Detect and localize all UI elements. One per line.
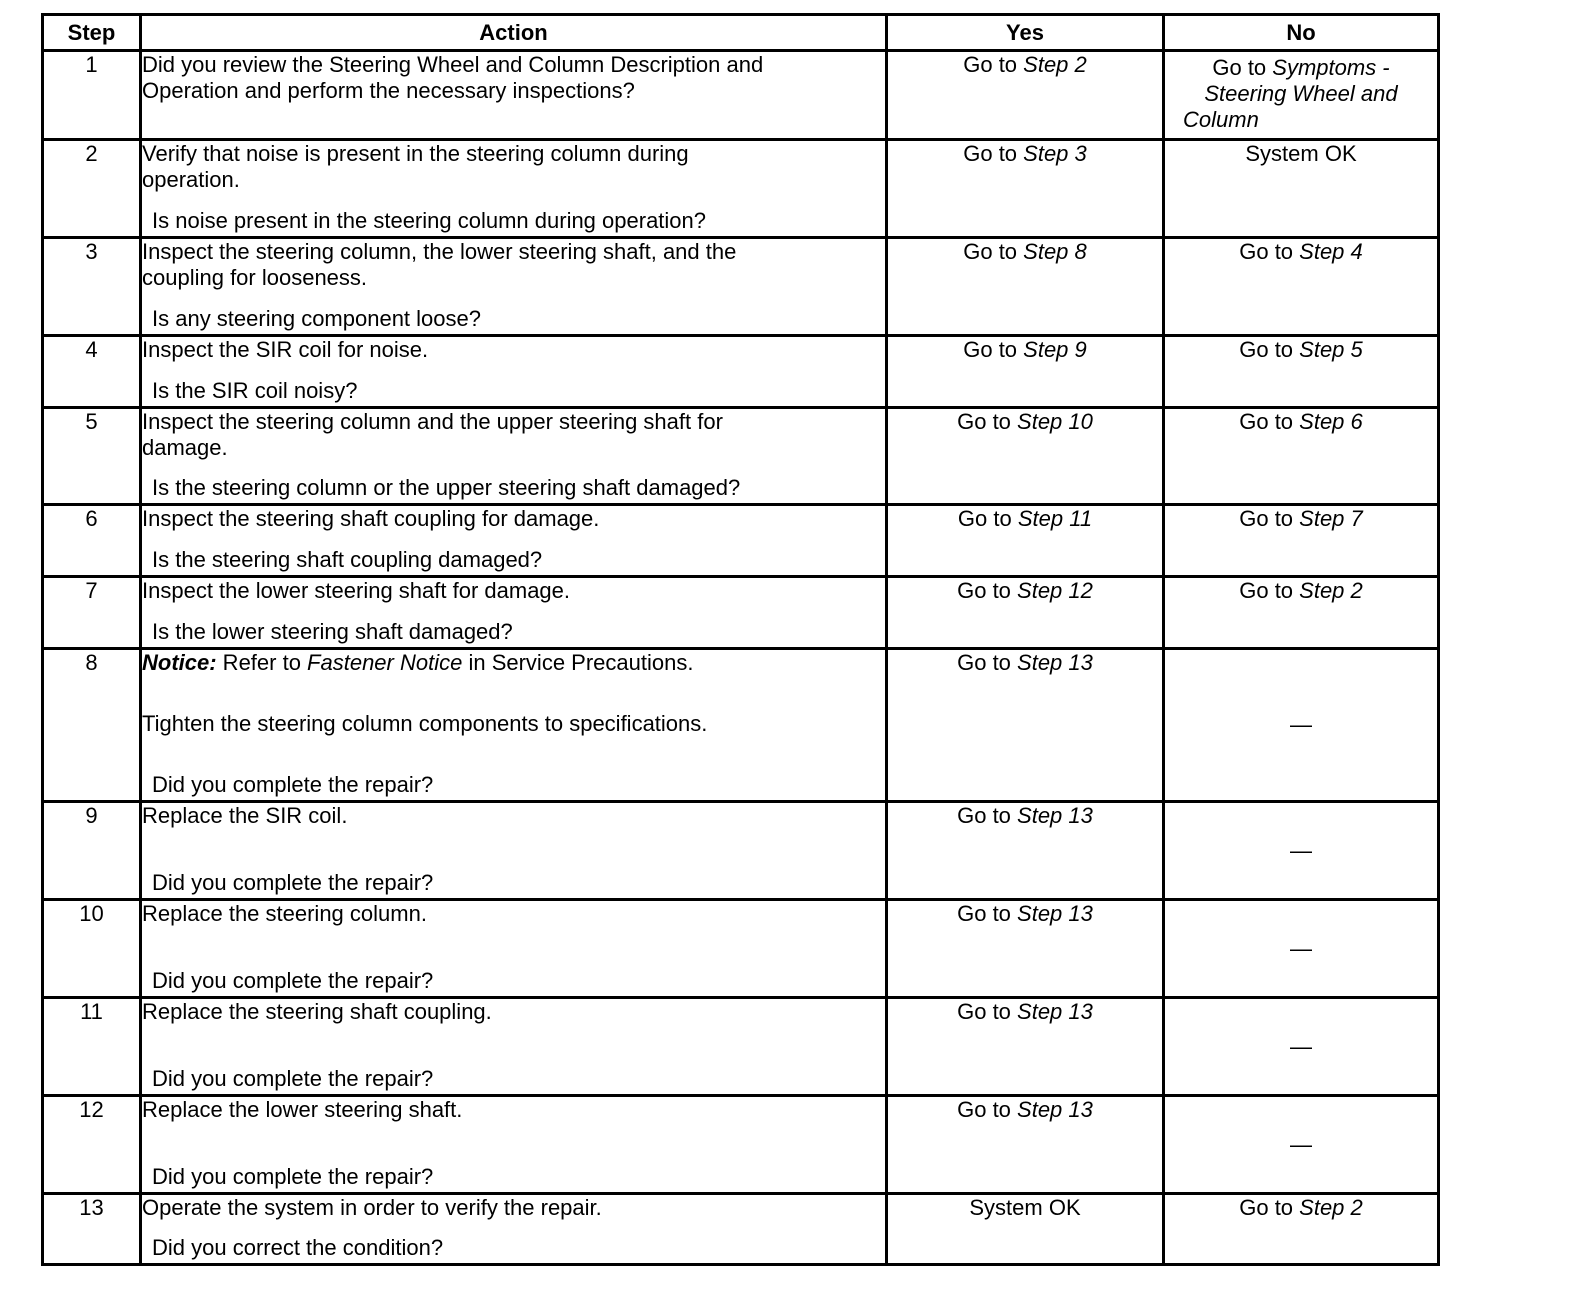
- yes-prefix: Go to: [957, 901, 1018, 926]
- yes-cell: [887, 336, 1164, 408]
- question-text: Did you complete the repair?: [152, 968, 434, 993]
- question-text: Did you correct the condition?: [152, 1235, 444, 1260]
- action-cell: [141, 577, 887, 649]
- yes-step-link[interactable]: Step 13: [1017, 901, 1093, 926]
- no-step-link[interactable]: Step 2: [1299, 578, 1363, 603]
- no-cell: [1164, 238, 1439, 336]
- question-text: Is the SIR coil noisy?: [152, 378, 358, 403]
- action-cell: [141, 1194, 887, 1265]
- no-step-link[interactable]: Step 6: [1299, 409, 1363, 434]
- header-row: [43, 15, 1439, 51]
- header-yes: Yes: [887, 15, 1164, 51]
- header-no: No: [1164, 15, 1439, 51]
- yes-prefix: Go to: [963, 239, 1024, 264]
- action-text: Operate the system in order to verify the repair.: [142, 1195, 602, 1220]
- table-row: [43, 336, 1439, 408]
- step-number: 12: [43, 1096, 141, 1194]
- no-cell: [1164, 998, 1439, 1096]
- yes-step-link[interactable]: Step 13: [1017, 650, 1093, 675]
- diagnostic-table: [41, 13, 1440, 1266]
- yes-step-link[interactable]: Step 13: [1017, 1097, 1093, 1122]
- yes-cell: [887, 577, 1164, 649]
- step-number: 9: [43, 802, 141, 900]
- yes-result: System OK: [969, 1195, 1081, 1220]
- table-row: [43, 802, 1439, 900]
- no-result: —: [1290, 935, 1312, 961]
- action-text: Did you review the Steering Wheel and Column Description and: [142, 52, 764, 77]
- yes-prefix: Go to: [957, 999, 1018, 1024]
- no-cell: [1164, 1096, 1439, 1194]
- step-number: 10: [43, 900, 141, 998]
- step-number: 4: [43, 336, 141, 408]
- no-prefix: Go to: [1239, 506, 1300, 531]
- step-number: 2: [43, 140, 141, 238]
- action-cell: [141, 336, 887, 408]
- action-cell: [141, 505, 887, 577]
- action-cell: [141, 1096, 887, 1194]
- yes-cell: [887, 51, 1164, 140]
- no-prefix: Go to: [1239, 578, 1300, 603]
- table-row: [43, 51, 1439, 140]
- yes-prefix: Go to: [957, 650, 1018, 675]
- action-text: operation.: [142, 167, 240, 192]
- no-cell: [1164, 1194, 1439, 1265]
- no-cell: [1164, 51, 1439, 140]
- no-step-link[interactable]: Step 2: [1299, 1195, 1363, 1220]
- no-result: —: [1290, 837, 1312, 863]
- yes-cell: [887, 505, 1164, 577]
- yes-cell: [887, 140, 1164, 238]
- table-row: [43, 998, 1439, 1096]
- no-cell: [1164, 140, 1439, 238]
- action-text: Tighten the steering column components to specifications.: [142, 711, 708, 736]
- no-cell: [1164, 577, 1439, 649]
- step-number: 1: [43, 51, 141, 140]
- action-text: Replace the steering column.: [142, 901, 427, 926]
- yes-prefix: Go to: [957, 409, 1018, 434]
- notice-text: Notice: Refer to Fastener Notice in Service Precautions.: [142, 650, 694, 675]
- no-cell: [1164, 900, 1439, 998]
- table-row: [43, 649, 1439, 802]
- yes-cell: [887, 998, 1164, 1096]
- action-cell: [141, 140, 887, 238]
- question-text: Did you complete the repair?: [152, 1164, 434, 1189]
- yes-cell: [887, 649, 1164, 802]
- table-row: [43, 577, 1439, 649]
- yes-cell: [887, 1096, 1164, 1194]
- no-result: System OK: [1245, 141, 1357, 166]
- yes-cell: [887, 408, 1164, 505]
- yes-prefix: Go to: [957, 578, 1018, 603]
- action-cell: [141, 408, 887, 505]
- action-cell: [141, 998, 887, 1096]
- step-number: 11: [43, 998, 141, 1096]
- action-cell: [141, 51, 887, 140]
- no-cell: [1164, 802, 1439, 900]
- table-row: [43, 238, 1439, 336]
- question-text: Did you complete the repair?: [152, 772, 434, 797]
- action-text: Operation and perform the necessary inspections?: [142, 78, 635, 103]
- yes-step-link[interactable]: Step 11: [1017, 506, 1093, 531]
- yes-step-link[interactable]: Step 9: [1023, 337, 1087, 362]
- header-action: Action: [141, 15, 887, 51]
- fastener-notice-link[interactable]: Fastener Notice: [307, 650, 463, 675]
- no-cell: [1164, 336, 1439, 408]
- question-text: Did you complete the repair?: [152, 1066, 434, 1091]
- table-row: [43, 1194, 1439, 1265]
- yes-prefix: Go to: [963, 337, 1024, 362]
- action-text: damage.: [142, 435, 228, 460]
- question-text: Is noise present in the steering column during operation?: [152, 208, 707, 233]
- no-prefix: Go to: [1239, 1195, 1300, 1220]
- action-text: Inspect the steering shaft coupling for damage.: [142, 506, 600, 531]
- yes-step-link[interactable]: Step 13: [1017, 803, 1093, 828]
- yes-step-link[interactable]: Step 8: [1023, 239, 1087, 264]
- step-number: 13: [43, 1194, 141, 1265]
- no-result: —: [1290, 712, 1312, 737]
- question-text: Is the steering column or the upper steering shaft damaged?: [152, 475, 741, 500]
- action-text: Verify that noise is present in the steering column during: [142, 141, 689, 166]
- no-prefix: Go to: [1239, 239, 1300, 264]
- table-row: [43, 505, 1439, 577]
- no-result: —: [1290, 1033, 1312, 1059]
- action-text: coupling for looseness.: [142, 265, 368, 290]
- step-number: 8: [43, 649, 141, 802]
- header-step: Step: [43, 15, 141, 51]
- no-prefix: Go to: [1239, 409, 1300, 434]
- action-cell: [141, 802, 887, 900]
- no-result: —: [1290, 1131, 1312, 1157]
- notice-label: Notice:: [142, 650, 217, 675]
- table-row: [43, 408, 1439, 505]
- yes-prefix: Go to: [963, 52, 1024, 77]
- yes-cell: [887, 900, 1164, 998]
- yes-cell: [887, 802, 1164, 900]
- action-text: Inspect the steering column, the lower steering shaft, and the: [142, 239, 737, 264]
- step-number: 7: [43, 577, 141, 649]
- no-step-link[interactable]: Step 7: [1299, 506, 1363, 531]
- no-cell: [1164, 408, 1439, 505]
- yes-cell: [887, 1194, 1164, 1265]
- table-row: [43, 900, 1439, 998]
- action-cell: [141, 900, 887, 998]
- step-number: 5: [43, 408, 141, 505]
- yes-prefix: Go to: [963, 141, 1024, 166]
- question-text: Did you complete the repair?: [152, 870, 434, 895]
- no-symptoms-link[interactable]: Steering Wheel and: [1204, 81, 1398, 106]
- table-row: [43, 140, 1439, 238]
- yes-prefix: Go to: [957, 506, 1018, 531]
- no-prefix: Go to: [1239, 337, 1300, 362]
- step-number: 3: [43, 238, 141, 336]
- yes-prefix: Go to: [957, 1097, 1018, 1122]
- no-step-link[interactable]: Step 4: [1299, 239, 1363, 264]
- no-cell: [1164, 505, 1439, 577]
- action-text: Inspect the lower steering shaft for damage.: [142, 578, 571, 603]
- yes-cell: [887, 238, 1164, 336]
- action-cell: [141, 649, 887, 802]
- table-row: [43, 1096, 1439, 1194]
- no-symptoms-link[interactable]: Symptoms -: [1272, 55, 1390, 80]
- yes-step-link[interactable]: Step 10: [1017, 409, 1093, 434]
- yes-step-link[interactable]: Step 13: [1017, 999, 1093, 1024]
- yes-step-link[interactable]: Step 12: [1017, 578, 1093, 603]
- action-text: Inspect the steering column and the upper steering shaft for: [142, 409, 723, 434]
- no-symptoms-link[interactable]: Column: [1183, 107, 1259, 132]
- no-step-link[interactable]: Step 5: [1299, 337, 1363, 362]
- action-text: Replace the lower steering shaft.: [142, 1097, 463, 1122]
- action-text: Replace the SIR coil.: [142, 803, 348, 828]
- action-cell: [141, 238, 887, 336]
- question-text: Is the steering shaft coupling damaged?: [152, 547, 543, 572]
- step-number: 6: [43, 505, 141, 577]
- action-text: Replace the steering shaft coupling.: [142, 999, 492, 1024]
- question-text: Is the lower steering shaft damaged?: [152, 619, 513, 644]
- action-text: Inspect the SIR coil for noise.: [142, 337, 429, 362]
- yes-step-link[interactable]: Step 3: [1023, 141, 1087, 166]
- no-prefix: Go to: [1212, 55, 1273, 80]
- yes-prefix: Go to: [957, 803, 1018, 828]
- question-text: Is any steering component loose?: [152, 306, 481, 331]
- yes-step-link[interactable]: Step 2: [1023, 52, 1087, 77]
- no-cell: [1164, 649, 1439, 802]
